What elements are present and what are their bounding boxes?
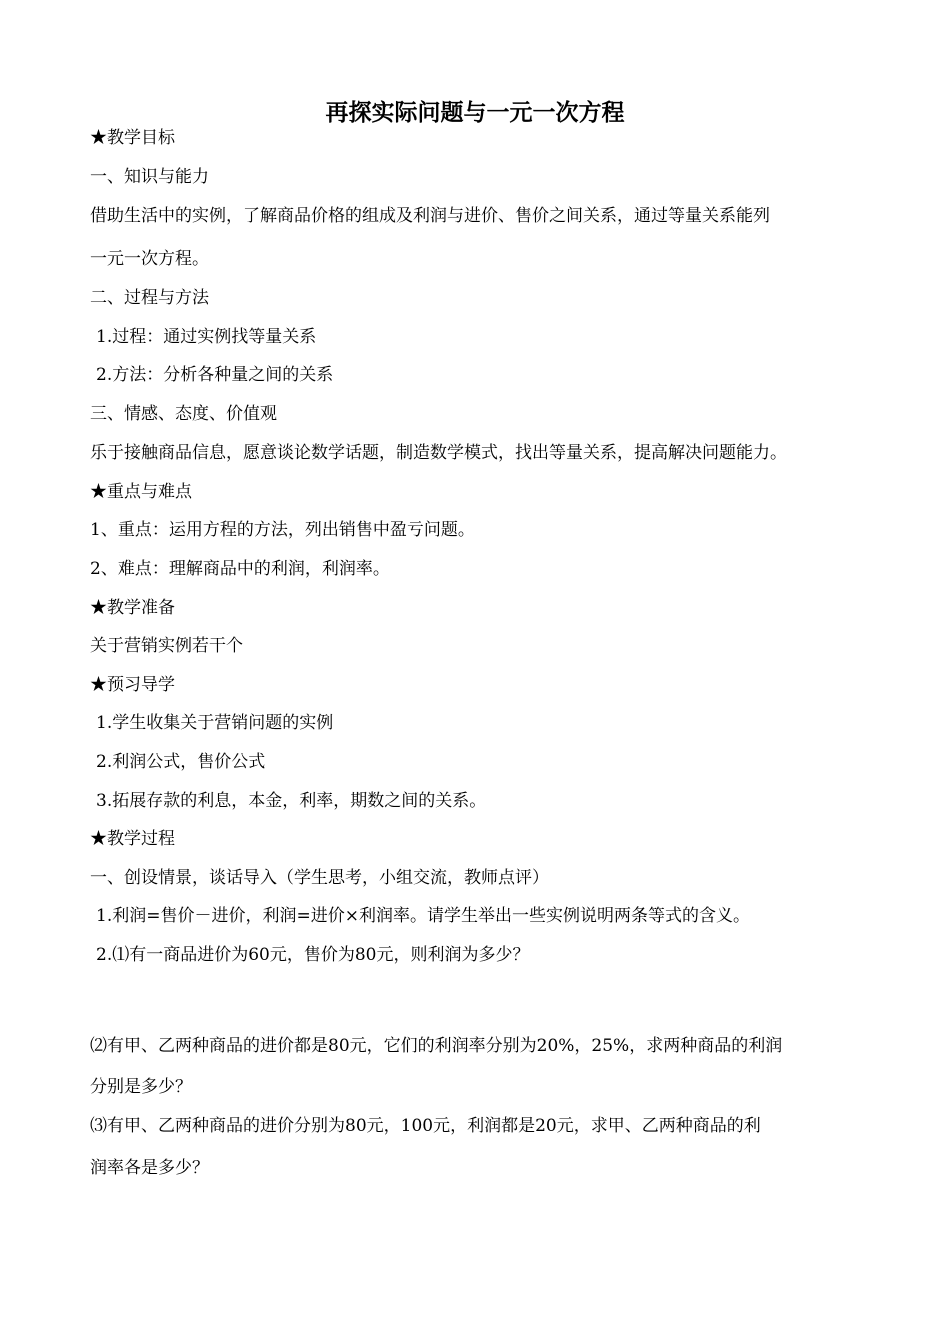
section-heading-teaching-goals: ★教学目标 [90, 128, 175, 148]
list-item: 1.学生收集关于营销问题的实例 [96, 713, 334, 733]
section-heading-key-points: ★重点与难点 [90, 482, 192, 502]
list-item: 2.方法：分析各种量之间的关系 [96, 365, 334, 385]
paragraph-line: ⑵有甲、乙两种商品的进价都是80元，它们的利润率分别为20%，25%，求两种商品的利润 [90, 1036, 783, 1056]
list-item: 1、重点：运用方程的方法，列出销售中盈亏问题。 [90, 520, 475, 540]
list-item: 1.利润=售价－进价，利润=进价×利润率。请学生举出一些实例说明两条等式的含义。 [96, 906, 750, 926]
subheading-emotion-attitude: 三、情感、态度、价值观 [90, 404, 277, 424]
list-item: 2、难点：理解商品中的利润，利润率。 [90, 559, 390, 579]
paragraph-line: 分别是多少？ [90, 1077, 192, 1097]
paragraph-line: 乐于接触商品信息，愿意谈论数学话题，制造数学模式，找出等量关系，提高解决问题能力。 [90, 443, 787, 463]
subheading-knowledge-ability: 一、知识与能力 [90, 167, 209, 187]
paragraph-line: 润率各是多少？ [90, 1158, 209, 1178]
list-item: 2.利润公式，售价公式 [96, 752, 266, 772]
list-item: 3.拓展存款的利息，本金，利率，期数之间的关系。 [96, 791, 487, 811]
subheading-process-method: 二、过程与方法 [90, 288, 209, 308]
section-heading-preview: ★预习导学 [90, 675, 175, 695]
paragraph-line: 一元一次方程。 [90, 249, 209, 269]
paragraph-line: 借助生活中的实例，了解商品价格的组成及利润与进价、售价之间关系，通过等量关系能列 [90, 206, 770, 226]
document-title: 再探实际问题与一元一次方程 [325, 100, 625, 126]
section-heading-preparation: ★教学准备 [90, 598, 175, 618]
paragraph-line: 关于营销实例若干个 [90, 636, 243, 656]
list-item: 1.过程：通过实例找等量关系 [96, 327, 317, 347]
paragraph-line: ⑶有甲、乙两种商品的进价分别为80元，100元，利润都是20元，求甲、乙两种商品的利 [90, 1116, 761, 1136]
section-heading-teaching-process: ★教学过程 [90, 829, 175, 849]
subheading-intro: 一、创设情景，谈话导入（学生思考，小组交流，教师点评） [90, 868, 549, 888]
list-item: 2.⑴有一商品进价为60元，售价为80元，则利润为多少？ [96, 945, 530, 965]
